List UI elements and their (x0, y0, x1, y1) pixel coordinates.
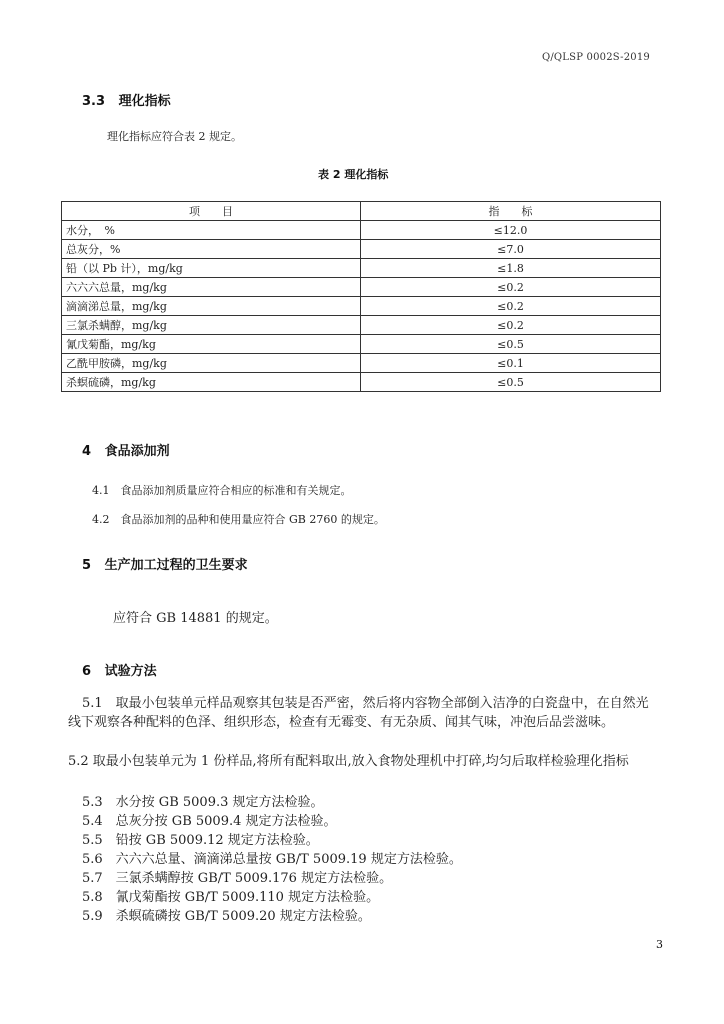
clause-5-2: 5.2 取最小包装单元为 1 份样品,将所有配料取出,放入食物处理机中打碎,均匀后取样检验理化指标 (68, 754, 629, 769)
value-cell: ≤0.1 (361, 354, 661, 373)
value-cell: ≤1.8 (361, 259, 661, 278)
item-cell: 乙酰甲胺磷，mg/kg (62, 354, 361, 373)
section-3-3-text: 理化指标应符合表 2 规定。 (107, 130, 242, 143)
section-title: 食品添加剂 (104, 444, 170, 459)
clause-4-2: 4.2 食品添加剂的品种和使用量应符合 GB 2760 的规定。 (92, 513, 385, 526)
section-number: 4 (82, 444, 92, 459)
item-cell: 滴滴涕总量，mg/kg (62, 297, 361, 316)
item-cell: 六六六总量，mg/kg (62, 278, 361, 297)
clause-5-8: 5.8 氰戊菊酯按 GB/T 5009.110 规定方法检验。 (82, 890, 380, 905)
column-header-item: 项 目 (62, 202, 361, 221)
physicochemical-table (61, 201, 661, 392)
section-5-heading (82, 554, 248, 573)
table-row (62, 259, 661, 278)
item-cell: 总灰分，% (62, 240, 361, 259)
item-cell: 氰戊菊酯，mg/kg (62, 335, 361, 354)
section-title: 理化指标 (118, 94, 171, 109)
table-row (62, 278, 661, 297)
value-cell: ≤0.5 (361, 373, 661, 392)
table-row (62, 297, 661, 316)
clause-5-1: 5.1 取最小包装单元样品观察其包装是否严密，然后将内容物全部倒入洁净的白瓷盘中，在自然光线下观察各种配料的色泽、组织形态，检查有无霉变、有无杂质、闻其气味，冲泡后品尝滋味。 (68, 696, 649, 730)
table-header-row (62, 202, 661, 221)
section-number: 5 (82, 558, 92, 573)
clause-5-5: 5.5 铅按 GB 5009.12 规定方法检验。 (82, 833, 319, 848)
table-row (62, 354, 661, 373)
column-header-value: 指 标 (361, 202, 661, 221)
table-row (62, 373, 661, 392)
value-cell: ≤0.2 (361, 278, 661, 297)
item-cell: 三氯杀螨醇，mg/kg (62, 316, 361, 335)
section-5-text: 应符合 GB 14881 的规定。 (113, 611, 278, 626)
table-row (62, 240, 661, 259)
document-code: Q/QLSP 0002S-2019 (541, 52, 650, 63)
section-3-3-heading (82, 90, 171, 109)
item-cell: 铅（以 Pb 计），mg/kg (62, 259, 361, 278)
clause-5-6: 5.6 六六六总量、滴滴涕总量按 GB/T 5009.19 规定方法检验。 (82, 852, 462, 867)
section-4-heading (82, 440, 170, 459)
section-number: 3.3 (82, 94, 106, 109)
table-row (62, 316, 661, 335)
section-title: 生产加工过程的卫生要求 (104, 558, 248, 573)
clause-4-1: 4.1 食品添加剂质量应符合相应的标准和有关规定。 (92, 484, 352, 497)
value-cell: ≤0.2 (361, 297, 661, 316)
section-6-heading (82, 660, 157, 679)
value-cell: ≤0.2 (361, 316, 661, 335)
section-number: 6 (82, 664, 92, 679)
value-cell: ≤12.0 (361, 221, 661, 240)
clause-5-9: 5.9 杀螟硫磷按 GB/T 5009.20 规定方法检验。 (82, 909, 371, 924)
page-number: 3 (656, 938, 663, 951)
section-title: 试验方法 (104, 664, 157, 679)
clause-5-3: 5.3 水分按 GB 5009.3 规定方法检验。 (82, 795, 324, 810)
value-cell: ≤7.0 (361, 240, 661, 259)
item-cell: 水分， % (62, 221, 361, 240)
clause-5-7: 5.7 三氯杀螨醇按 GB/T 5009.176 规定方法检验。 (82, 871, 393, 886)
item-cell: 杀螟硫磷，mg/kg (62, 373, 361, 392)
clause-5-4: 5.4 总灰分按 GB 5009.4 规定方法检验。 (82, 814, 337, 829)
table-caption: 表 2 理化指标 (318, 168, 389, 181)
value-cell: ≤0.5 (361, 335, 661, 354)
table-row (62, 221, 661, 240)
table-row (62, 335, 661, 354)
